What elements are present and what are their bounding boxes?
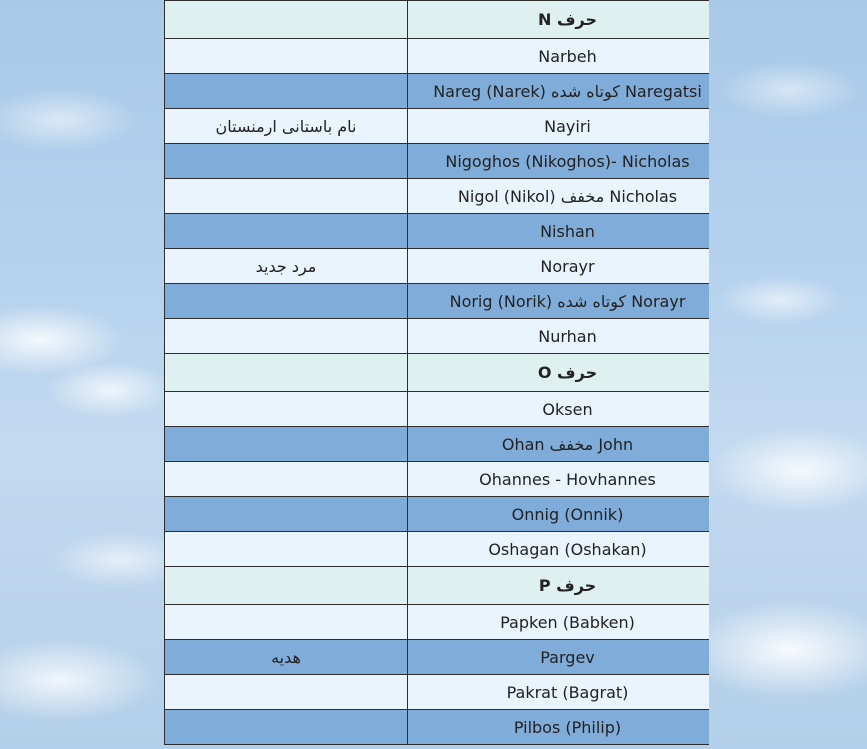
meaning-cell (165, 284, 408, 319)
table-row (165, 675, 710, 710)
meaning-cell (165, 567, 408, 605)
table-row (165, 179, 710, 214)
table-row (165, 462, 710, 497)
letter-header-row (165, 567, 710, 605)
meaning-cell (165, 462, 408, 497)
letter-header-row (165, 354, 710, 392)
table-row (165, 284, 710, 319)
meaning-cell (165, 319, 408, 354)
letter-heading: حرف O (408, 354, 710, 392)
meaning-cell (165, 179, 408, 214)
name-cell: Papken (Babken) (408, 605, 710, 640)
table-row (165, 710, 710, 745)
meaning-cell (165, 427, 408, 462)
name-cell: Nishan (408, 214, 710, 249)
meaning-cell: نام باستانی ارمنستان (165, 109, 408, 144)
name-cell: Nurhan (408, 319, 710, 354)
name-cell: Nicholas مخفف Nigol (Nikol) (408, 179, 710, 214)
table-row (165, 392, 710, 427)
name-cell: Oksen (408, 392, 710, 427)
meaning-cell (165, 605, 408, 640)
table-row (165, 144, 710, 179)
letter-heading: حرف N (408, 1, 710, 39)
table-row (165, 319, 710, 354)
name-cell: John مخفف Ohan (408, 427, 710, 462)
letter-heading: حرف P (408, 567, 710, 605)
name-cell: Narbeh (408, 39, 710, 74)
meaning-cell (165, 39, 408, 74)
meaning-cell (165, 392, 408, 427)
names-table-container (164, 0, 709, 749)
meaning-cell: مرد جدید (165, 249, 408, 284)
meaning-cell (165, 144, 408, 179)
meaning-cell (165, 710, 408, 745)
meaning-cell (165, 675, 408, 710)
table-row (165, 39, 710, 74)
name-cell: Naregatsi کوتاه شده Nareg (Narek) (408, 74, 710, 109)
name-cell: Pakrat (Bagrat) (408, 675, 710, 710)
meaning-cell (165, 354, 408, 392)
table-row (165, 605, 710, 640)
table-row (165, 249, 710, 284)
meaning-cell (165, 1, 408, 39)
name-cell: Nayiri (408, 109, 710, 144)
meaning-cell: هدیه (165, 640, 408, 675)
meaning-cell (165, 497, 408, 532)
table-row (165, 74, 710, 109)
name-cell: Norayr کوتاه شده Norig (Norik) (408, 284, 710, 319)
name-cell: Ohannes - Hovhannes (408, 462, 710, 497)
meaning-cell (165, 214, 408, 249)
letter-header-row (165, 1, 710, 39)
table-row (165, 497, 710, 532)
table-row (165, 532, 710, 567)
names-table-body (165, 1, 710, 745)
name-cell: Pilbos (Philip) (408, 710, 710, 745)
names-table (164, 0, 709, 745)
table-row (165, 109, 710, 144)
name-cell: Oshagan (Oshakan) (408, 532, 710, 567)
table-row (165, 640, 710, 675)
meaning-cell (165, 74, 408, 109)
table-row (165, 427, 710, 462)
name-cell: Onnig (Onnik) (408, 497, 710, 532)
table-row (165, 214, 710, 249)
name-cell: Nigoghos (Nikoghos)- Nicholas (408, 144, 710, 179)
meaning-cell (165, 532, 408, 567)
name-cell: Pargev (408, 640, 710, 675)
name-cell: Norayr (408, 249, 710, 284)
